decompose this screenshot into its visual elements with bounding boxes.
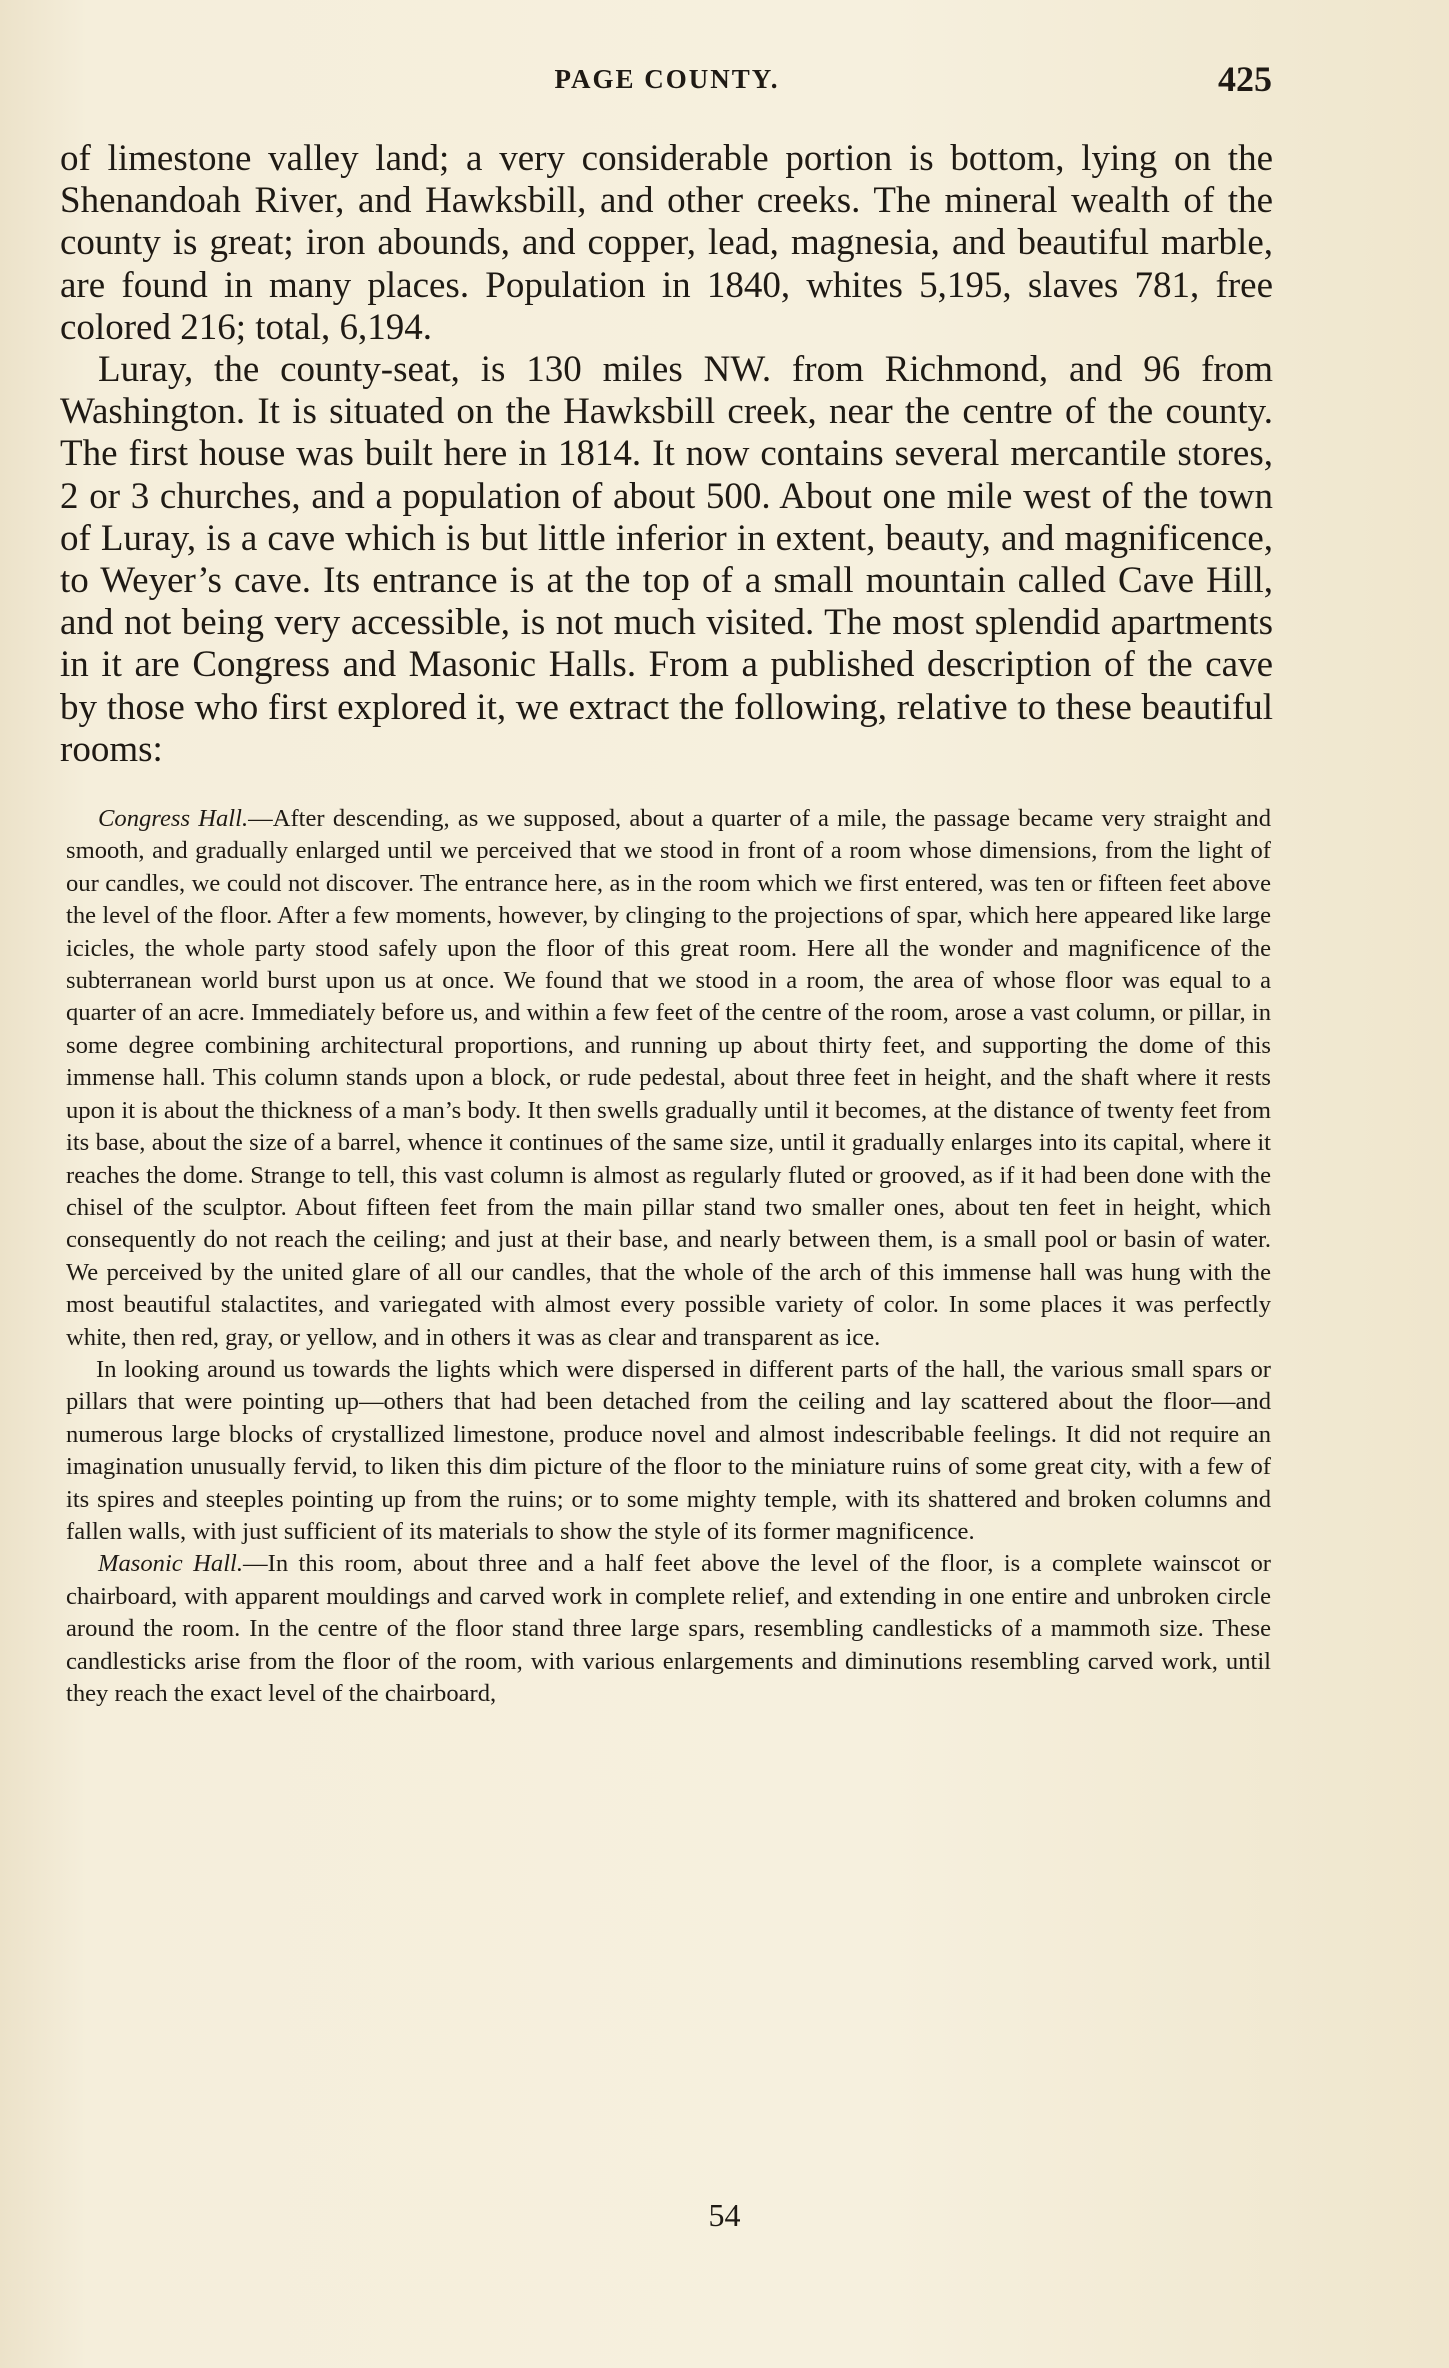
congress-hall-paragraph	[66, 803, 1271, 1354]
masonic-hall-paragraph	[66, 1548, 1271, 1710]
congress-hall-text: —After descending, as we supposed, about a quarter of a mile, the passage became very straight and smooth, and gradually enlarged until we perceived that we stood in front of a room whose dimensions, from the light of our candles, we could not discover. The entrance here, as in the room which we first entered, was ten or fifteen feet above the level of the floor. After a few moments, however, by clinging to the projections of spar, which here appeared like large icicles, the whole party stood safely upon the floor of this great room. Here all the wonder and magnificence of the subterranean world burst upon us at once. We found that we stood in a room, the area of whose floor was equal to a quarter of an acre. Immediately before us, and within a few feet of the centre of the room, arose a vast column, or pillar, in some degree combining architectural proportions, and running up about thirty feet, and supporting the dome of this immense hall. This column stands upon a block, or rude pedestal, about three feet in height, and the shaft where it rests upon it is about the thickness of a man’s body. It then swells gradually until it becomes, at the distance of twenty feet from its base, about the size of a barrel, whence it continues of the same size, until it gradually enlarges into its capital, where it reaches the dome. Strange to tell, this vast column is almost as regularly fluted or grooved, as if it had been done with the chisel of the sculptor. About fifteen feet from the main pillar stand two smaller ones, about ten feet in height, which consequently do not reach the ceiling; and just at their base, and nearly between them, is a small pool or basin of water. We perceived by the united glare of all our candles, that the whole of the arch of this immense hall was hung with the most beautiful stalactites, and variegated with almost every possible variety of color. In some places it was perfectly white, then red, gray, or yellow, and in others it was as clear and transparent as ice.	[66, 805, 1271, 1351]
running-head: PAGE COUNTY.	[554, 64, 780, 94]
main-text	[60, 138, 1273, 771]
signature-mark: 54	[708, 2197, 741, 2233]
page-header	[62, 58, 1272, 108]
masonic-hall-text: —In this room, about three and a half feet above the level of the floor, is a complete wainscot or chairboard, with apparent mouldings and carved work in complete relief, and extending in one entire and unbroken circle around the room. In the centre of the floor stand three large spars, resembling candlesticks of a mammoth size. These candlesticks arise from the floor of the room, with various enlargements and diminutions resembling carved work, until they reach the exact level of the chairboard,	[66, 1550, 1271, 1708]
looking-around-paragraph: In looking around us towards the lights which were dispersed in different parts of the hall, the various small spars or pillars that were pointing up—others that had been detached from the ceiling and lay scattered about the floor—and numerous large blocks of crystallized limestone, produce novel and almost indescribable feelings. It did not require an imagination unusually fervid, to liken this dim picture of the floor to the miniature ruins of some great city, with a few of its spires and steeples pointing up from the ruins; or to some mighty temple, with its shattered and broken columns and fallen walls, with just sufficient of its materials to show the style of its former magnificence.	[66, 1355, 1271, 1545]
page-number: 425	[1218, 59, 1272, 99]
paragraph-luray: Luray, the county-seat, is 130 miles NW. from Richmond, and 96 from Washington. It is situated on the Hawksbill creek, near the centre of the county. The first house was built here in 1814. It now contains several mercantile stores, 2 or 3 churches, and a population of about 500. About one mile west of the town of Luray, is a cave which is but little inferior in extent, beauty, and magnificence, to Weyer’s cave. Its entrance is at the top of a small mountain called Cave Hill, and not being very accessible, is not much visited. The most splendid apartments in it are Congress and Masonic Halls. From a published description of the cave by those who first explored it, we extract the following, relative to these beautiful rooms:	[60, 349, 1273, 770]
body-text	[60, 138, 1273, 1710]
cave-extract	[60, 803, 1273, 1710]
congress-hall-heading: Congress Hall.	[98, 805, 249, 833]
masonic-hall-heading: Masonic Hall.	[98, 1550, 244, 1578]
paragraph-valley-land: of limestone valley land; a very considerable portion is bottom, lying on the Shenandoah River, and Hawksbill, and other creeks. The mineral wealth of the county is great; iron abounds, and copper, lead, magnesia, and beautiful marble, are found in many places. Population in 1840, whites 5,195, slaves 781, free colored 216; total, 6,194.	[60, 138, 1273, 348]
